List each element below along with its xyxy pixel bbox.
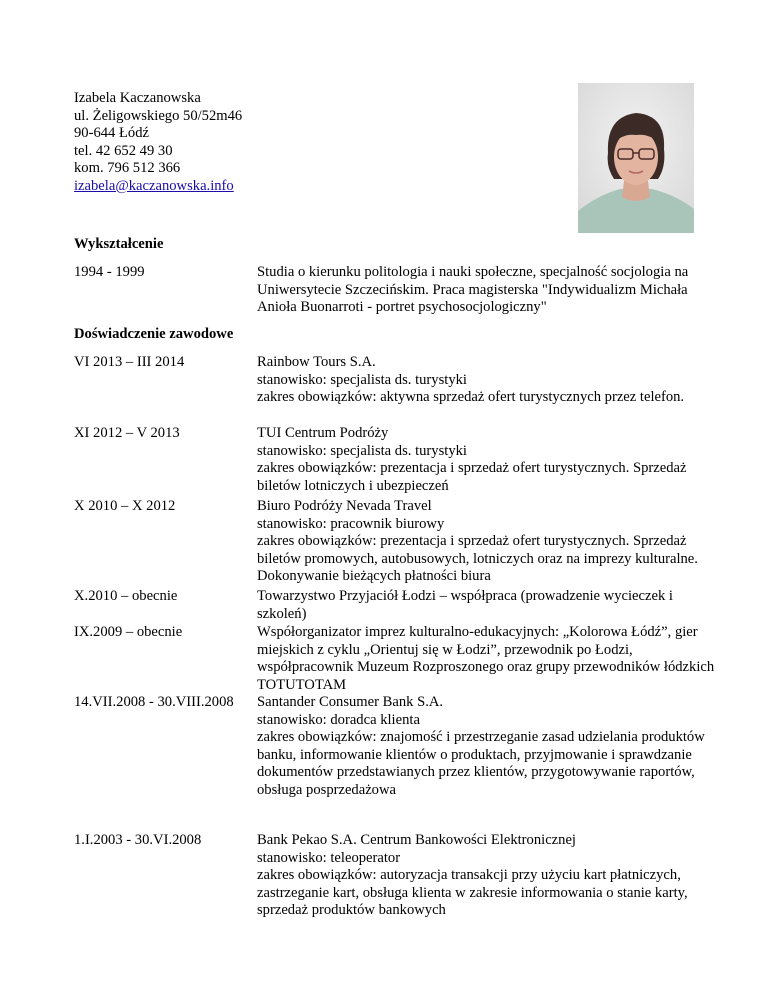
contact-name: Izabela Kaczanowska [74, 90, 201, 106]
contact-city: 90-644 Łódź [74, 125, 149, 141]
employer-name: Biuro Podróży Nevada Travel [257, 498, 432, 514]
education-date: 1994 - 1999 [74, 264, 145, 280]
experience-date: X 2010 – X 2012 [74, 498, 176, 514]
experience-entry [257, 425, 717, 495]
employer-name: Santander Consumer Bank S.A. [257, 694, 444, 710]
experience-date: X.2010 – obecnie [74, 588, 178, 604]
employer-name: Bank Pekao S.A. Centrum Bankowości Elektronicznej [257, 832, 576, 848]
employer-name: TUI Centrum Podróży [257, 425, 389, 441]
position-line: stanowisko: doradca klienta [257, 711, 420, 728]
description-line: Towarzystwo Przyjaciół Łodzi – współpraca (prowadzenie wycieczek i szkoleń) [257, 588, 673, 622]
experience-entry [257, 498, 717, 586]
duties-line: zakres obowiązków: aktywna sprzedaż ofert turystycznych przez telefon. [257, 389, 685, 405]
duties-line: zakres obowiązków: autoryzacja transakcji przy użyciu kart płatniczych, zastrzeganie kart, obsługa klienta w zakresie informowania o stanie karty, sprzedaż produktów bankowych [257, 867, 688, 918]
experience-date: IX.2009 – obecnie [74, 624, 183, 640]
position-line: stanowisko: specjalista ds. turystyki [257, 442, 467, 459]
duties-line: zakres obowiązków: prezentacja i sprzedaż ofert turystycznych. Sprzedaż biletów lotniczych i ubezpieczeń [257, 460, 687, 494]
experience-entry [257, 588, 717, 623]
position-line: stanowisko: teleoperator [257, 849, 401, 866]
contact-phone: tel. 42 652 49 30 [74, 142, 173, 159]
duties-line: zakres obowiązków: znajomość i przestrzeganie zasad udzielania produktów banku, informowanie klientów o produktach, przyjmowanie i sprawdzanie dokumentów przedstawianych przez klientów, przygotowywanie raportów, obsługa posprzedażowa [257, 729, 705, 798]
experience-date: VI 2013 – III 2014 [74, 354, 185, 370]
experience-date: 14.VII.2008 - 30.VIII.2008 [74, 694, 234, 710]
contact-email-link[interactable]: izabela@kaczanowska.info [74, 177, 234, 194]
contact-block [74, 90, 242, 195]
experience-date: XI 2012 – V 2013 [74, 425, 180, 441]
position-line: stanowisko: pracownik biurowy [257, 515, 445, 532]
experience-entry [257, 354, 717, 407]
experience-entry [257, 832, 717, 920]
position-line: stanowisko: specjalista ds. turystyki [257, 371, 467, 388]
experience-heading: Doświadczenie zawodowe [74, 326, 234, 342]
experience-date: 1.I.2003 - 30.VI.2008 [74, 832, 202, 848]
experience-entry [257, 624, 717, 694]
description-line: Współorganizator imprez kulturalno-edukacyjnych: „Kolorowa Łódź”, gier miejskich z cyklu „Orientuj się w Łodzi”, przewodnik po Łodzi, współpracownik Muzeum Rozproszonego oraz grupy przewodników łódzkich TOTUTOTAM [257, 624, 715, 693]
education-description [257, 264, 717, 317]
employer-name: Rainbow Tours S.A. [257, 354, 376, 370]
education-heading: Wykształcenie [74, 236, 164, 252]
profile-photo [578, 83, 694, 233]
contact-street: ul. Żeligowskiego 50/52m46 [74, 107, 243, 124]
contact-mobile: kom. 796 512 366 [74, 160, 181, 176]
experience-entry [257, 694, 717, 799]
education-line: Studia o kierunku politologia i nauki społeczne, specjalność socjologia na Uniwersytecie Szczecińskim. Praca magisterska "Indywidualizm Michała Anioła Buonarroti - portret psychosocjologiczny" [257, 264, 689, 315]
duties-line: zakres obowiązków: prezentacja i sprzedaż ofert turystycznych. Sprzedaż biletów promowych, autobusowych, lotniczych oraz na imprezy kulturalne. Dokonywanie bieżących płatności biura [257, 533, 698, 584]
